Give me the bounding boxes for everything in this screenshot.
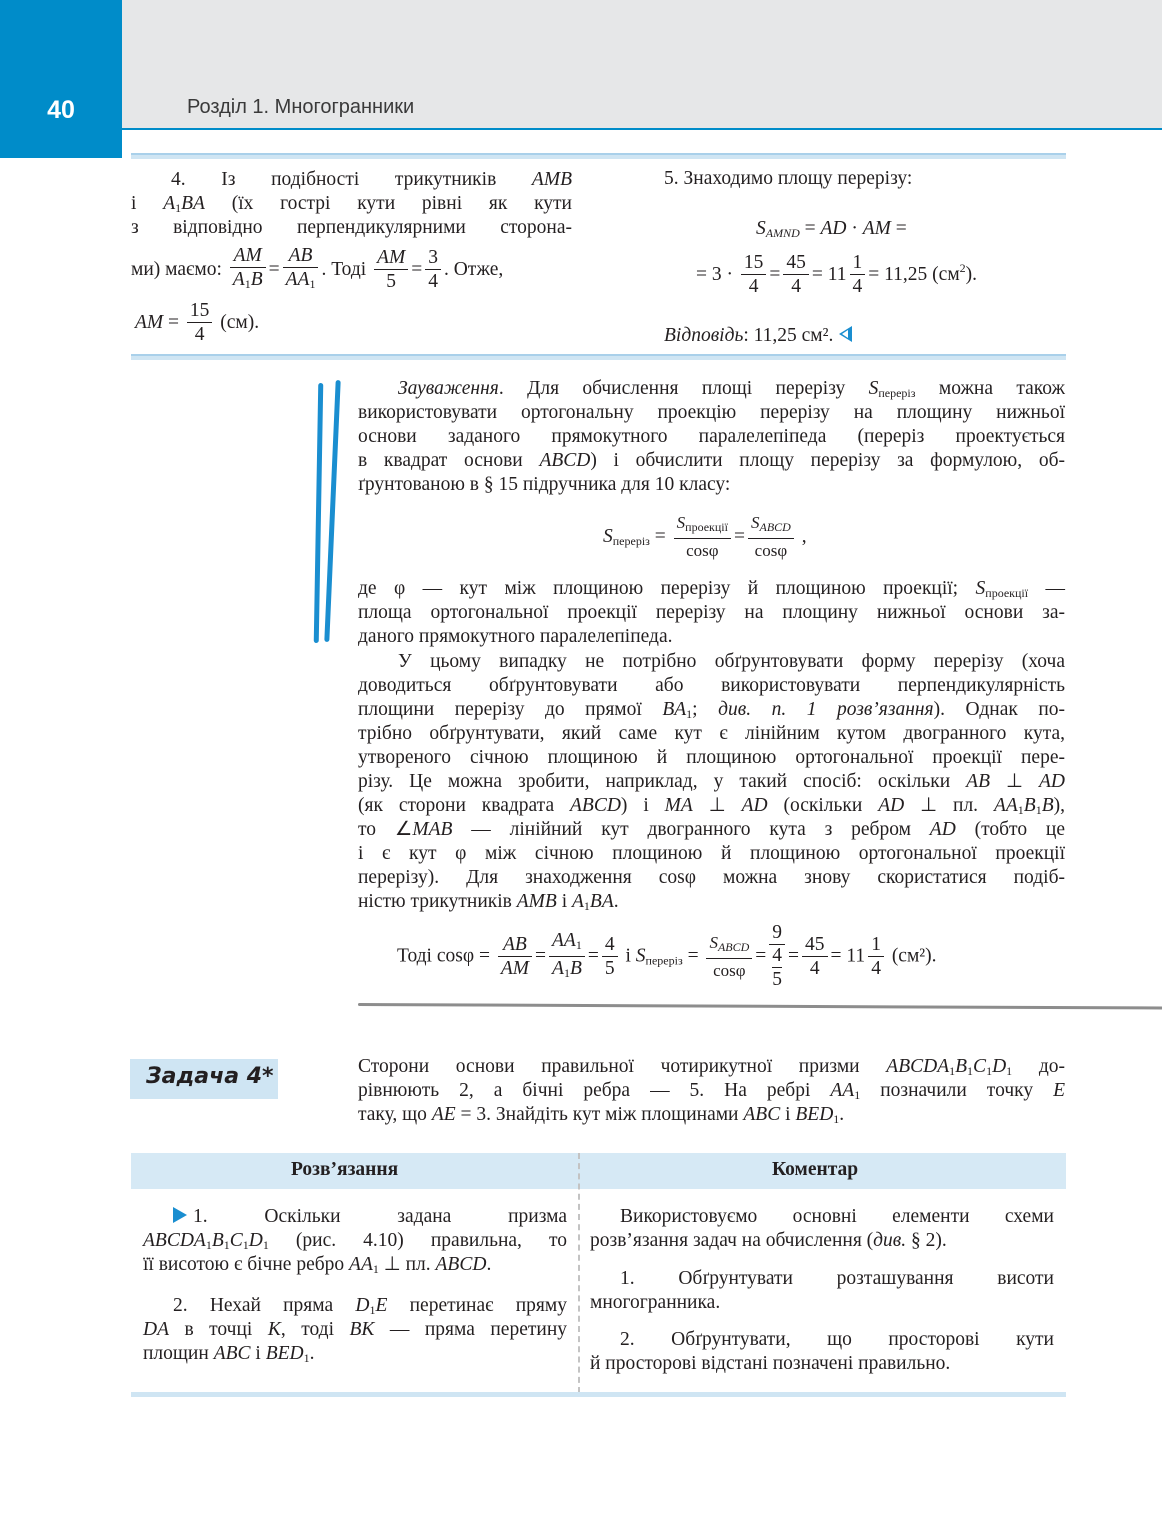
step4-line-3: з відповідно перпендикулярними сторона-	[131, 217, 572, 238]
fraction-3-4: $\frac{3}{4}$	[425, 247, 441, 294]
para2-line-1: У цьому випадку не потрібно обґрунтовувати форму перерізу (хоча	[398, 651, 1065, 672]
para2-line-6: різу. Це можна зробити, наприклад, у такий спосіб: оскільки AB ⊥ AD	[358, 771, 1065, 792]
para2-line-5: утвореного січною площиною й площиною ортогональної проекції пере-	[358, 747, 1065, 768]
para2-line-3: площини перерізу до прямої $BA_1$; див. п. 1 розв’язання). Однак по-	[358, 699, 1066, 721]
para2-line-7: (як сторони квадрата ABCD) і MA ⊥ AD (оскільки AD ⊥ пл. $AA_1B_1B$),	[358, 795, 1065, 817]
page-number-tab	[0, 0, 122, 158]
solution-1-line-1: 1. Оскільки задана призма	[143, 1205, 567, 1229]
step5-area-calc: = 3 · $\frac{15}{4}$ = $\frac{45}{4}$ = 11 $\frac{1}{4}$ = 11,25 $(см^2)$.	[696, 252, 978, 297]
section-band-bottom	[131, 354, 1066, 360]
end-of-solution-icon	[839, 326, 852, 342]
comment-2	[590, 1267, 1054, 1315]
task-line-3: таку, що AE = 3. Знайдіть кут між площинами ABC і $BED_1$.	[358, 1104, 845, 1126]
remark-final-formula: Тоді cosφ = $\frac{AB}{AM}$ = $\frac{AA_1}{A_1B}$ = $\frac{4}{5}$ і $S_{переріз}$ = $\frac{S_{ABCD}}{\cos\varphi}$ = 9 4 5 = $\frac{45}{4}$ = 11 $\frac{1}{4}$ (см²).	[397, 922, 937, 990]
step4-ratio-line: ми) маємо: $\frac{AM}{A_1B}$ = $\frac{AB}{AA_1}$ . Тоді $\frac{AM}{5}$ = $\frac{3}{4}$ . Отже,	[131, 245, 503, 296]
remark-after-line-1: де φ — кут між площиною перерізу й площиною проекції; $S_{проекції}$ —	[358, 578, 1066, 600]
remark-line-2: використовувати ортогональну проекцію перерізу на площину нижньої	[358, 402, 1065, 423]
para2-line-11: ністю трикутників AMB і $A_1BA$.	[358, 891, 619, 913]
step5-area-formula: $S_{AMND}$ = AD · AM =	[756, 218, 907, 240]
comment-2-line-1: 1. Обґрунтувати розташування висоти	[620, 1268, 1054, 1289]
chapter-title: Розділ 1. Многогранники	[187, 96, 415, 118]
comment-2-line-2: многогранника.	[590, 1292, 721, 1313]
answer-label: Відповідь	[664, 325, 744, 346]
comment-1	[590, 1205, 1054, 1253]
solution-2-line-3: площин ABC і $BED_1$.	[143, 1343, 315, 1365]
fraction-ab-aa1: $\frac{AB}{AA_1}$	[283, 245, 319, 296]
para2-line-10: перерізу). Для знаходження cosφ можна знову скористатися подіб-	[358, 867, 1065, 888]
comment-1-line-2: розв’язання задач на обчислення (див. § 2).	[590, 1230, 947, 1251]
section-band-top	[131, 153, 1066, 159]
remark-marker-bar	[324, 380, 340, 642]
comment-3-line-2: й просторові відстані позначені правильно.	[590, 1353, 951, 1374]
task-line-2: рівнюють 2, а бічні ребра — 5. На ребрі $AA_1$ позначили точку E	[358, 1080, 1065, 1102]
header-rule	[122, 128, 1162, 130]
play-icon	[173, 1207, 187, 1223]
solution-2-line-1: 2. Нехай пряма $D_1E$ перетинає пряму	[173, 1295, 567, 1317]
solution-step-1	[143, 1205, 567, 1277]
step5-answer	[664, 325, 852, 347]
remark-end-rule	[358, 1003, 1162, 1010]
step4-line-2: і $A_1BA$ (їх гострі кути рівні як кути	[131, 193, 572, 215]
remark-line-3: основи заданого прямокутного паралелепіпеда (переріз проектується	[358, 426, 1065, 447]
comment-header: Коментар	[772, 1159, 859, 1180]
remark-line-1: Зауваження. Для обчислення площі перерізу $S_{переріз}$ можна також	[398, 378, 1066, 400]
task-badge: Задача 4*	[130, 1059, 278, 1099]
remark-line-5: ґрунтованою в § 15 підручника для 10 класу:	[358, 474, 731, 495]
comment-3	[590, 1328, 1054, 1376]
fraction-15-4: $\frac{15}{4}$	[187, 300, 213, 347]
task-line-1: Сторони основи правильної чотирикутної призми $ABCDA_1B_1C_1D_1$ до-	[358, 1056, 1065, 1078]
remark-line-4: в квадрат основи ABCD) і обчислити площу перерізу за формулою, об-	[358, 450, 1065, 471]
remark-paragraph-2	[358, 650, 1065, 914]
para2-line-2: доводиться обґрунтовувати або використовувати перпендикулярність	[358, 675, 1065, 696]
solution-header: Розв’язання	[291, 1159, 399, 1180]
step5-intro: 5. Знаходимо площу перерізу:	[664, 168, 913, 189]
comment-1-line-1: Використовуємо основні елементи схеми	[620, 1206, 1054, 1227]
remark-after-line-3: даного прямокутного паралелепіпеда.	[358, 626, 673, 647]
remark-projection-formula: $S_{переріз}$ = $\frac{S_{проекції}}{\cos\varphi}$ = $\frac{S_{ABCD}}{\cos\varphi}$ ,	[603, 513, 807, 560]
step4-text	[131, 168, 572, 240]
step4-am-result: AM = $\frac{15}{4}$ (см).	[135, 300, 260, 345]
table-header	[131, 1153, 1066, 1189]
solution-step-2	[143, 1294, 567, 1366]
fraction-am-a1b: $\frac{AM}{A_1B}$	[230, 245, 266, 296]
step4-unit: (см).	[220, 311, 260, 333]
solution-2-line-2: DA в точці K, тоді BK — пряма перетину	[143, 1319, 568, 1340]
step4-so: . Отже,	[443, 258, 504, 280]
header-band	[0, 0, 1162, 128]
solution-1-line-3: її висотою є бічне ребро $AA_1$ ⊥ пл. ABCD.	[143, 1254, 492, 1276]
para2-line-8: то ∠MAB — лінійний кут двогранного кута з ребром AD (тобто це	[358, 819, 1066, 840]
step4-prefix: ми) маємо:	[131, 258, 222, 280]
remark-text	[358, 377, 1065, 497]
solution-1-line-2: $ABCDA_1B_1C_1D_1$ (рис. 4.10) правильна, то	[143, 1230, 567, 1252]
para2-line-9: і є кут φ між січною площиною й площиною ортогональної проекції	[358, 843, 1065, 864]
task-text	[358, 1055, 1065, 1127]
para2-line-4: трібно обґрунтувати, який саме кут є лінійним кутом двогранного кута,	[358, 723, 1065, 744]
remark-after-line-2: площа ортогональної проекції перерізу на площину нижньої основи за-	[358, 602, 1065, 623]
table-divider	[578, 1153, 580, 1393]
page-number: 40	[47, 96, 75, 124]
remark-marker-bar	[314, 383, 324, 643]
step4-line-1: 4. Із подібності трикутників AMB	[171, 169, 572, 190]
fraction-am-5: $\frac{AM}{5}$	[374, 247, 408, 294]
comment-3-line-1: 2. Обґрунтувати, що просторові кути	[620, 1329, 1054, 1350]
remark-after-formula	[358, 577, 1065, 649]
answer-value: : 11,25 см².	[743, 325, 834, 346]
table-bottom-rule	[131, 1392, 1066, 1397]
step4-then: . Тоді	[321, 258, 367, 280]
